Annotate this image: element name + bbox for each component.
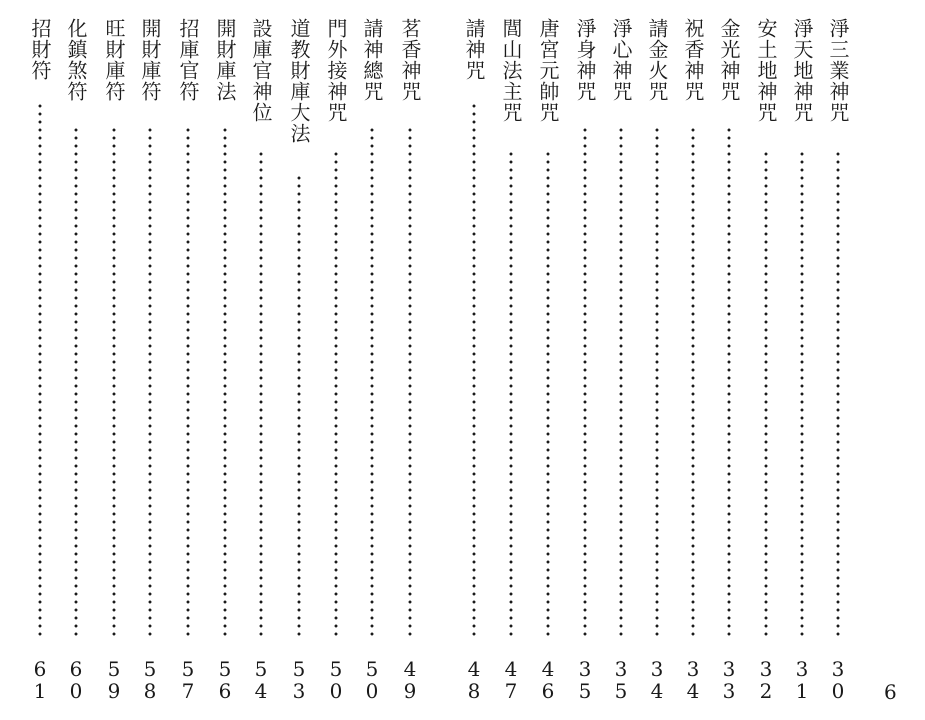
toc-entry-title: 安土地神咒 (754, 18, 778, 123)
toc-entry-page: 5 0 (329, 657, 343, 703)
toc-entry-title: 唐宮元帥咒 (536, 18, 560, 123)
toc-entry-title: 道教財庫大法 (287, 18, 311, 144)
dot-leader (800, 150, 804, 638)
toc-entry (499, 18, 523, 708)
toc-entry-page: 3 4 (686, 657, 700, 703)
dot-leader (370, 126, 374, 638)
dot-leader (727, 126, 731, 638)
toc-entry-page: 5 8 (143, 657, 157, 703)
dot-leader (655, 126, 659, 638)
toc-entry-title: 茗香神咒 (398, 18, 422, 102)
toc-entry (64, 18, 88, 708)
dot-leader (546, 150, 550, 638)
toc-entry-page: 5 0 (365, 657, 379, 703)
toc-entry-title: 招財符 (28, 18, 52, 81)
toc-entry-title: 設庫官神位 (249, 18, 273, 123)
toc-entry-title: 請金火咒 (645, 18, 669, 102)
toc-entry-title: 開財庫符 (138, 18, 162, 102)
toc-entry (645, 18, 669, 708)
toc-entry (360, 18, 384, 708)
toc-entry (717, 18, 741, 708)
toc-entry-title: 化鎮煞符 (64, 18, 88, 102)
toc-entry-title: 開財庫法 (213, 18, 237, 102)
dot-leader (186, 126, 190, 638)
toc-entry-page: 5 9 (107, 657, 121, 703)
dot-leader (764, 150, 768, 638)
toc-entry (324, 18, 348, 708)
toc-entry-page: 5 4 (254, 657, 268, 703)
dot-leader (112, 126, 116, 638)
toc-entry-title: 請神咒 (462, 18, 486, 81)
dot-leader (509, 150, 513, 638)
toc-entry-title: 旺財庫符 (102, 18, 126, 102)
dot-leader (38, 102, 42, 638)
toc-entry (573, 18, 597, 708)
toc-entry (249, 18, 273, 708)
dot-leader (223, 126, 227, 638)
toc-entry (462, 18, 486, 708)
toc-entry-page: 3 5 (614, 657, 628, 703)
dot-leader (297, 174, 301, 638)
toc-entry (213, 18, 237, 708)
dot-leader (836, 150, 840, 638)
toc-entry-title: 金光神咒 (717, 18, 741, 102)
toc-entry (138, 18, 162, 708)
toc-entry (287, 18, 311, 708)
toc-entry (790, 18, 814, 708)
toc-entry-page: 6 1 (33, 657, 47, 703)
toc-entry-page: 5 6 (218, 657, 232, 703)
dot-leader (619, 126, 623, 638)
toc-entry-title: 淨三業神咒 (826, 18, 850, 123)
toc-entry (28, 18, 52, 708)
toc-entry (826, 18, 850, 708)
toc-entry-page: 4 7 (504, 657, 518, 703)
toc-entry-page: 4 6 (541, 657, 555, 703)
toc-entry (398, 18, 422, 708)
toc-entry (536, 18, 560, 708)
toc-entry-page: 3 3 (722, 657, 736, 703)
dot-leader (259, 150, 263, 638)
toc-entry-title: 淨天地神咒 (790, 18, 814, 123)
toc-entry-page: 5 7 (181, 657, 195, 703)
toc-entry-page: 3 5 (578, 657, 592, 703)
toc-entry (176, 18, 200, 708)
toc-entry-page: 5 3 (292, 657, 306, 703)
dot-leader (583, 126, 587, 638)
toc-entry-title: 招庫官符 (176, 18, 200, 102)
toc-entry-title: 門外接神咒 (324, 18, 348, 123)
toc-entry-title: 淨心神咒 (609, 18, 633, 102)
toc-entry-page: 3 2 (759, 657, 773, 703)
toc-entry-page: 6 0 (69, 657, 83, 703)
toc-entry-page: 3 0 (831, 657, 845, 703)
toc-entry-title: 請神總咒 (360, 18, 384, 102)
toc-entry-title: 祝香神咒 (681, 18, 705, 102)
dot-leader (148, 126, 152, 638)
dot-leader (334, 150, 338, 638)
page-number: 6 (884, 680, 897, 704)
toc-entry (681, 18, 705, 708)
toc-entry-title: 淨身神咒 (573, 18, 597, 102)
toc-entry-page: 3 4 (650, 657, 664, 703)
toc-entry-page: 4 9 (403, 657, 417, 703)
toc-entry (102, 18, 126, 708)
dot-leader (691, 126, 695, 638)
toc-entry (609, 18, 633, 708)
toc-entry-page: 3 1 (795, 657, 809, 703)
dot-leader (472, 102, 476, 638)
toc-entry-title: 閭山法主咒 (499, 18, 523, 123)
dot-leader (408, 126, 412, 638)
toc-entry-page: 4 8 (467, 657, 481, 703)
toc-entry (754, 18, 778, 708)
dot-leader (74, 126, 78, 638)
